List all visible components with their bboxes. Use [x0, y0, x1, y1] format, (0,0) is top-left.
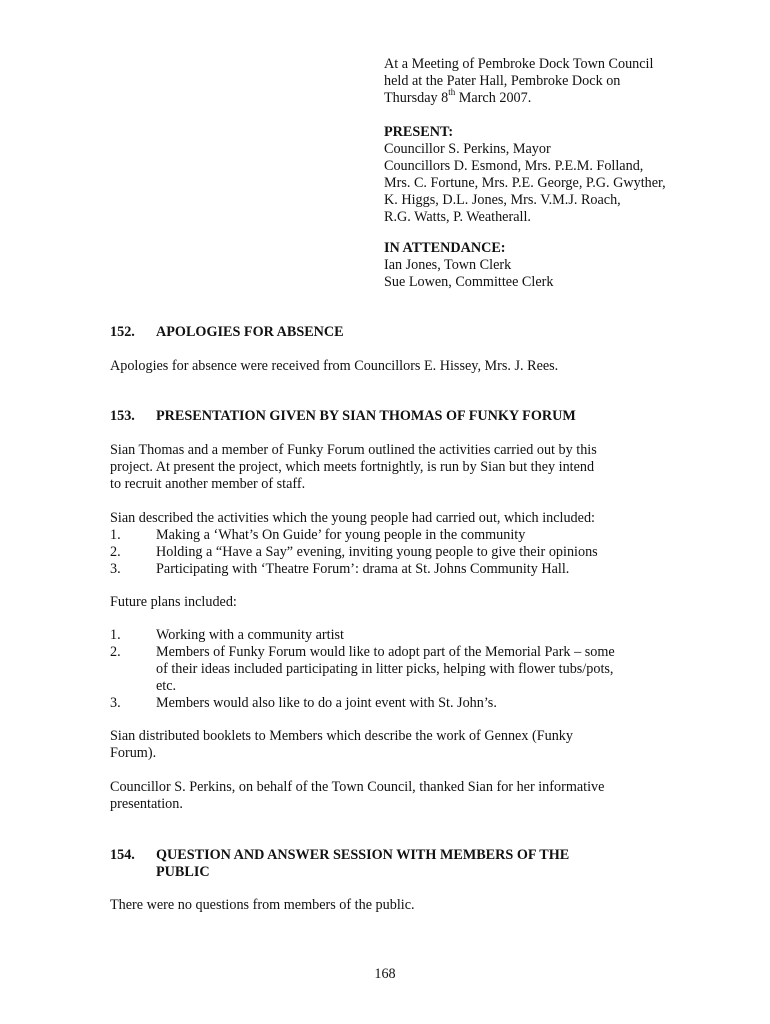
present-line: K. Higgs, D.L. Jones, Mrs. V.M.J. Roach,	[384, 192, 621, 208]
paragraph-line: Sian distributed booklets to Members which describe the work of Gennex (Funky	[110, 728, 573, 744]
section-153-para-1	[110, 442, 597, 493]
attendance-heading: IN ATTENDANCE:	[384, 240, 506, 256]
section-title: APOLOGIES FOR ABSENCE	[156, 324, 344, 340]
list-item: 2. Members of Funky Forum would like to adopt part of the Memorial Park – some	[110, 644, 615, 660]
meeting-line-2: held at the Pater Hall, Pembroke Dock on	[384, 73, 621, 89]
paragraph-line: Future plans included:	[110, 594, 237, 610]
meeting-line-3: Thursday 8th March 2007.	[384, 87, 532, 106]
section-152-text	[110, 358, 558, 375]
present-line: R.G. Watts, P. Weatherall.	[384, 209, 531, 225]
section-152-heading	[110, 324, 670, 341]
present-line: Councillors D. Esmond, Mrs. P.E.M. Folland,	[384, 158, 644, 174]
list-item: 1. Making a ‘What’s On Guide’ for young people in the community	[110, 527, 526, 543]
section-153-activities	[110, 510, 670, 578]
page-number: 168	[374, 966, 396, 982]
present-line: Mrs. C. Fortune, Mrs. P.E. George, P.G. Gwyther,	[384, 175, 666, 191]
list-item-continuation: of their ideas included participating in litter picks, helping with flower tubs/pots,	[156, 661, 614, 677]
attendance-line: Sue Lowen, Committee Clerk	[384, 274, 554, 290]
list-item: 3. Participating with ‘Theatre Forum’: drama at St. Johns Community Hall.	[110, 561, 570, 577]
present-heading: PRESENT:	[384, 124, 454, 140]
meeting-line-1: At a Meeting of Pembroke Dock Town Council	[384, 56, 654, 72]
booklets-paragraph	[110, 728, 573, 762]
paragraph-line: Sian described the activities which the young people had carried out, which included:	[110, 510, 595, 526]
paragraph-line: to recruit another member of staff.	[110, 476, 306, 492]
present-line: Councillor S. Perkins, Mayor	[384, 141, 551, 157]
section-title: QUESTION AND ANSWER SESSION WITH MEMBERS OF THE	[156, 847, 570, 863]
paragraph-line: Forum).	[110, 745, 157, 761]
attendance-block	[384, 240, 553, 291]
list-item: 2. Holding a “Have a Say” evening, inviting young people to give their opinions	[110, 544, 598, 560]
section-154-heading	[110, 847, 670, 881]
paragraph-line: project. At present the project, which meets fortnightly, is run by Sian but they intend	[110, 459, 595, 475]
meeting-info	[384, 56, 653, 107]
section-154-text	[110, 897, 415, 914]
thanks-paragraph	[110, 779, 604, 813]
paragraph-line: presentation.	[110, 796, 183, 812]
section-title-continuation: PUBLIC	[156, 864, 210, 880]
paragraph-line: Councillor S. Perkins, on behalf of the Town Council, thanked Sian for her informative	[110, 779, 605, 795]
paragraph-line: There were no questions from members of the public.	[110, 897, 415, 913]
section-title: PRESENTATION GIVEN BY SIAN THOMAS OF FUNKY FORUM	[156, 408, 576, 424]
future-plans-list	[110, 627, 670, 712]
list-item-continuation: etc.	[156, 678, 177, 694]
section-number: 154.	[110, 847, 135, 863]
section-153-heading	[110, 408, 670, 425]
section-number: 152.	[110, 324, 135, 340]
list-item: 3. Members would also like to do a joint event with St. John’s.	[110, 695, 497, 711]
section-number: 153.	[110, 408, 135, 424]
paragraph-line: Sian Thomas and a member of Funky Forum outlined the activities carried out by this	[110, 442, 597, 458]
attendance-line: Ian Jones, Town Clerk	[384, 257, 512, 273]
present-block	[384, 124, 666, 226]
future-plans-intro	[110, 594, 237, 611]
paragraph-line: Apologies for absence were received from Councillors E. Hissey, Mrs. J. Rees.	[110, 358, 559, 374]
list-item: 1. Working with a community artist	[110, 627, 344, 643]
